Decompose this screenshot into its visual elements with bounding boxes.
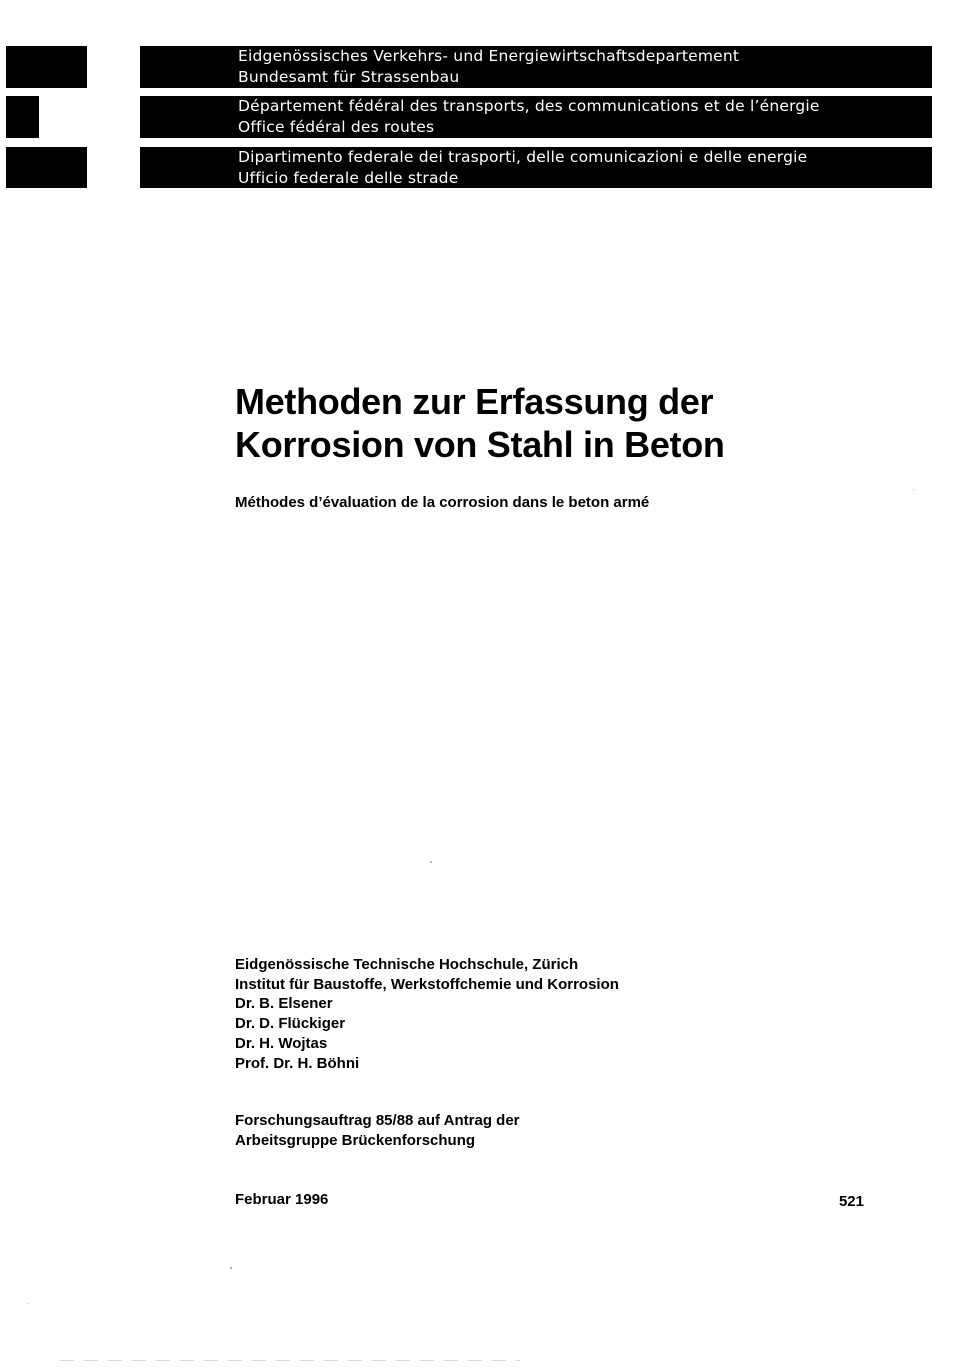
institute-name: Institut für Baustoffe, Werkstoffchemie und Korrosion	[235, 975, 619, 993]
report-number: 521	[838, 1193, 864, 1210]
author-name: Prof. Dr. H. Böhni	[235, 1054, 360, 1072]
department-name-french: Département fédéral des transports, des communications et de l’énergie	[238, 97, 820, 115]
scan-speck	[430, 861, 432, 863]
author-name: Dr. B. Elsener	[235, 995, 333, 1013]
title-line-2: Korrosion von Stahl in Beton	[235, 424, 725, 465]
author-name: Dr. H. Wojtas	[235, 1034, 328, 1052]
office-name-german: Bundesamt für Strassenbau	[238, 68, 460, 86]
research-mandate-line-2: Arbeitsgruppe Brückenforschung	[235, 1131, 476, 1149]
federal-logo-block-bottom	[6, 147, 87, 188]
institution-and-authors	[235, 955, 619, 1073]
department-band-german	[140, 46, 932, 88]
institution-name: Eidgenössische Technische Hochschule, Zürich	[235, 956, 579, 973]
scan-speck	[27, 1303, 28, 1304]
scan-edge-artifact	[60, 1360, 520, 1361]
department-name-german: Eidgenössisches Verkehrs- und Energiewirtschaftsdepartement	[238, 47, 740, 65]
department-name-italian: Dipartimento federale dei trasporti, delle comunicazioni e delle energie	[238, 148, 808, 166]
author-name: Dr. D. Flückiger	[235, 1015, 346, 1033]
office-name-french: Office fédéral des routes	[238, 118, 435, 136]
scan-speck	[230, 1267, 232, 1269]
research-mandate	[235, 1111, 520, 1150]
title-line-1: Methoden zur Erfassung der	[235, 381, 714, 422]
document-subtitle: Méthodes d’évaluation de la corrosion dans le beton armé	[235, 494, 650, 511]
federal-logo-block-middle	[6, 96, 39, 138]
document-title	[235, 380, 725, 466]
department-band-french	[140, 96, 932, 138]
federal-logo-block-top	[6, 46, 87, 88]
publication-date: Februar 1996	[235, 1191, 329, 1208]
department-band-italian	[140, 147, 932, 188]
office-name-italian: Ufficio federale delle strade	[238, 169, 459, 187]
research-mandate-line-1: Forschungsauftrag 85/88 auf Antrag der	[235, 1112, 520, 1129]
scan-speck	[913, 489, 914, 490]
